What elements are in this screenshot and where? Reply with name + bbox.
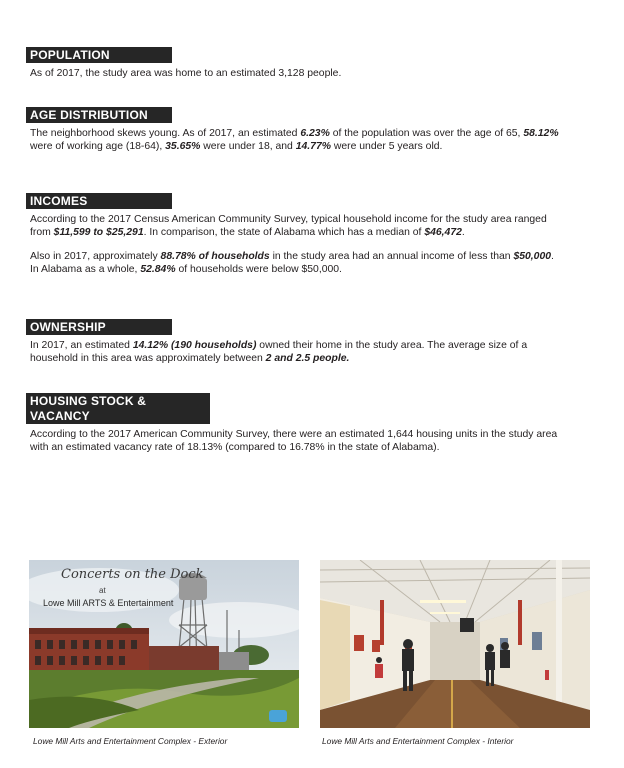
section-heading: INCOMES [26,193,172,209]
body-text: . In Alabama as a whole, [30,251,554,275]
photo-caption-interior: Lowe Mill Arts and Entertainment Complex - Interior [322,736,514,746]
emphasis-text: $50,000 [513,251,552,262]
photo-overlay-venue: Lowe Mill ARTS & Entertainment [43,598,174,608]
section-age-distribution [26,106,566,153]
body-text: of the population was over the age of 65, [329,128,524,139]
section-heading: OWNERSHIP [26,319,172,335]
body-text: According to the 2017 Census American Community Survey, typical household income for the study area ranged from [30,214,547,238]
emphasis-text: 52.84% [140,264,176,275]
emphasis-text: 35.65% [165,141,201,152]
body-text: . In comparison, the state of Alabama which has a median of [143,227,425,238]
section-population [26,46,566,80]
section-incomes [26,192,566,276]
section-paragraph [30,428,560,454]
body-text: were under 18, and [200,141,296,152]
section-heading: AGE DISTRIBUTION [26,107,172,123]
section-heading: HOUSING STOCK & VACANCY [26,393,210,424]
body-text: in the study area had an annual income of less than [269,251,514,262]
body-text: As of 2017, the study area was home to an estimated 3,128 people. [30,68,342,79]
photo-overlay-script: Concerts on the Dock [61,567,204,582]
section-paragraph [30,127,560,153]
section-ownership [26,318,566,365]
body-text: The neighborhood skews young. As of 2017, an estimated [30,128,301,139]
section-paragraph [30,339,560,365]
photo-overlay-at: at [99,586,106,595]
section-paragraph [30,213,560,239]
body-text: were of working age (18-64), [30,141,166,152]
body-text: of households were below $50,000. [175,264,342,275]
body-text: According to the 2017 American Community Survey, there were an estimated 1,644 housing units in the study area with an estimated vacancy rate of 18.13% (compared to 16.78% in the state of Alabama). [30,429,558,453]
emphasis-text: 58.12% [523,128,559,139]
emphasis-text: 2 and 2.5 people. [265,353,350,364]
body-text: were under 5 years old. [330,141,443,152]
emphasis-text: 14.12% (190 households) [132,340,257,351]
body-text: In 2017, an estimated [30,340,133,351]
body-text: owned their home in the study area. The average size of a household in this area was approximately between [30,340,528,364]
emphasis-text: 88.78% of households [160,251,270,262]
section-paragraph [30,250,560,276]
section-heading: POPULATION [26,47,172,63]
body-text: . [461,227,465,238]
photo-caption-exterior: Lowe Mill Arts and Entertainment Complex - Exterior [33,736,228,746]
body-text: Also in 2017, approximately [30,251,161,262]
emphasis-text: 14.77% [295,141,331,152]
section-housing-stock [26,393,566,454]
emphasis-text: $46,472 [424,227,462,238]
emphasis-text: $11,599 to $25,291 [53,227,144,238]
section-paragraph [30,67,560,80]
exterior-photo [29,560,299,728]
interior-photo [320,560,590,728]
emphasis-text: 6.23% [300,128,330,139]
